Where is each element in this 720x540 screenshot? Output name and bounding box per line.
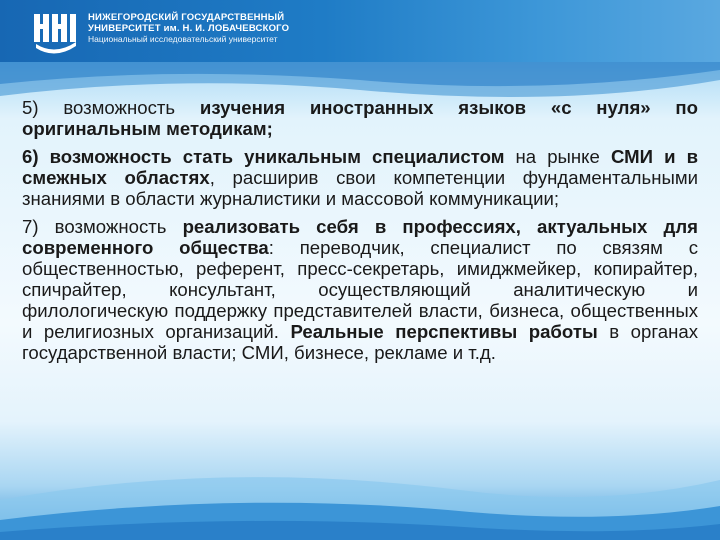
p5-bold-1: изучения иностранных языков «с нуля» по оригинальным методикам; bbox=[22, 97, 699, 139]
p7-text-3: в органах государственной власти; СМИ, бизнесе, рекламе и т.д. bbox=[22, 321, 698, 363]
slide-content bbox=[22, 97, 698, 370]
university-name bbox=[88, 12, 289, 45]
p7-text-2: : переводчик, специалист по связям с общественностью, референт, пресс-секретарь, имиджмейкер, копирайтер, спичрайтер, консультант, осуществляющий аналитическую и филологическую поддержку представителей власти, бизнеса, общественных и религиозных организаций. bbox=[22, 237, 698, 342]
p6-text-2: , расширив свои компетенции фундаментальными знаниями в области журналистики и массовой коммуникации; bbox=[22, 167, 698, 209]
paragraph-6 bbox=[22, 146, 698, 209]
p7-text-1: 7) возможность bbox=[22, 216, 183, 237]
university-subtitle: Национальный исследовательский университет bbox=[88, 34, 278, 44]
nnsu-logo-icon bbox=[30, 6, 80, 56]
paragraph-7 bbox=[22, 216, 698, 363]
university-name-line2: УНИВЕРСИТЕТ им. Н. И. ЛОБАЧЕВСКОГО bbox=[88, 23, 290, 34]
p7-bold-2: Реальные перспективы работы bbox=[290, 321, 598, 342]
p6-bold-1: 6) возможность стать уникальным специалистом bbox=[22, 146, 505, 167]
p5-text-1: 5) возможность bbox=[22, 97, 200, 118]
footer-wave bbox=[0, 420, 720, 540]
p6-text-1: на рынке bbox=[504, 146, 611, 167]
p7-bold-1: реализовать себя в профессиях, актуальных для современного общества bbox=[22, 216, 698, 258]
p6-bold-2: СМИ и в смежных областях bbox=[22, 146, 699, 188]
university-name-line1: НИЖЕГОРОДСКИЙ ГОСУДАРСТВЕННЫЙ bbox=[88, 12, 285, 23]
paragraph-5 bbox=[22, 97, 698, 139]
